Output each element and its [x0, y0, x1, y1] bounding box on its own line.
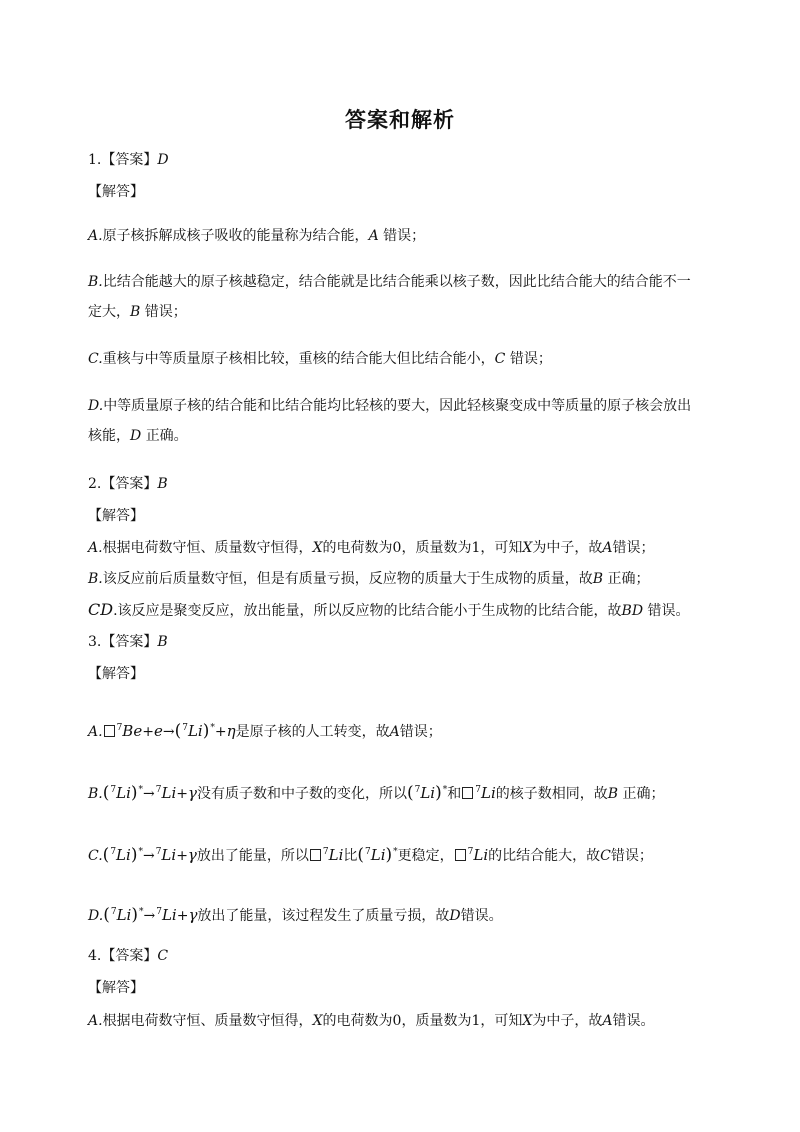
option-letter: A.	[88, 724, 103, 740]
option-text: 原子核拆解成核子吸收的能量称为结合能，	[102, 228, 369, 244]
variable-x: X	[522, 1013, 533, 1029]
mass-number: 7	[110, 907, 117, 917]
plus-sign: +	[176, 848, 188, 864]
option-letter: D.	[88, 908, 104, 924]
q1-answer-line	[88, 150, 718, 170]
excited-mark: *	[210, 723, 215, 733]
excited-mark: *	[393, 847, 398, 857]
q3-solution-mark: 【解答】	[88, 666, 144, 682]
paren-open: (	[406, 783, 414, 803]
q3-option-c	[88, 842, 718, 866]
option-ref-letter: A	[602, 540, 613, 556]
option-letter: C.	[88, 848, 103, 864]
paren-open: (	[102, 783, 110, 803]
gamma-symbol: γ	[188, 784, 197, 802]
paren-open: (	[103, 905, 110, 925]
mass-number: 7	[182, 723, 188, 733]
q2-answer-line	[88, 474, 718, 494]
q1-option-d-line2	[88, 426, 718, 446]
paren-open: (	[174, 721, 182, 741]
question-number: 3.	[88, 634, 102, 650]
paren-close: )	[435, 783, 442, 803]
option-ref-letter: BD	[621, 603, 644, 619]
option-letter: B.	[88, 274, 103, 290]
option-text: 根据电荷数守恒、质量数守恒得，	[102, 540, 313, 556]
answer-letter: B	[157, 634, 168, 650]
option-text: 为中子，故	[532, 1013, 603, 1029]
q2-option-cd	[88, 600, 718, 621]
arrow-icon: →	[143, 786, 155, 802]
plus-sign: +	[142, 724, 154, 740]
paren-open: (	[102, 845, 110, 865]
element-symbol: Li	[420, 784, 436, 802]
mass-number: 7	[156, 907, 162, 917]
option-text: 比	[343, 848, 358, 864]
placeholder-box-icon	[455, 849, 466, 861]
arrow-icon: →	[142, 848, 155, 864]
option-text: 的电荷数为	[322, 540, 393, 556]
element-symbol: Li	[473, 846, 489, 864]
eta-symbol: η	[226, 722, 236, 740]
option-text: 重核与中等质量原子核相比较，重核的结合能大但比结合能小，	[102, 351, 495, 367]
q4-answer-line	[88, 946, 718, 966]
element-symbol: Li	[187, 722, 203, 740]
q2-solution-mark: 【解答】	[88, 508, 144, 524]
element-symbol: Li	[161, 784, 177, 802]
option-verdict: 错误；	[383, 228, 426, 244]
option-text: 的比结合能大，故	[488, 848, 601, 864]
element-symbol: Li	[480, 784, 496, 802]
option-ref-letter: C	[494, 351, 506, 367]
option-letter: D.	[88, 398, 104, 414]
element-symbol: Li	[116, 846, 131, 864]
option-verdict: 错误；	[144, 304, 187, 320]
option-letter: C.	[88, 351, 103, 367]
option-text: 和	[447, 786, 462, 802]
gamma-symbol: γ	[188, 906, 198, 924]
option-ref-letter: C	[600, 848, 611, 864]
q3-answer-line	[88, 632, 718, 652]
option-text: ，质量数为	[401, 540, 472, 556]
excited-mark: *	[442, 785, 448, 795]
paren-close: )	[130, 845, 138, 865]
option-verdict: 错误；	[509, 351, 552, 367]
option-ref-letter: B	[607, 786, 619, 802]
paren-open: (	[357, 845, 365, 865]
mass-number: 7	[110, 847, 117, 857]
mass-number: 7	[365, 847, 371, 857]
question-number: 1.	[88, 152, 102, 168]
paren-close: )	[131, 905, 138, 925]
element-symbol: Li	[161, 846, 177, 864]
option-letter: CD	[88, 600, 114, 619]
number-value: 0	[392, 540, 402, 556]
answer-letter: D	[157, 152, 169, 168]
page-title: 答案和解析	[345, 108, 455, 132]
excited-mark: *	[138, 847, 143, 857]
element-symbol: Li	[116, 906, 132, 924]
option-ref-letter: A	[368, 228, 379, 244]
paren-close: )	[385, 845, 393, 865]
paren-close: )	[202, 721, 210, 741]
option-verdict: 正确；	[607, 571, 650, 587]
option-text: ，质量数为	[401, 1013, 472, 1029]
element-symbol: Li	[116, 784, 131, 802]
mass-number: 7	[110, 785, 117, 795]
question-number: 2.	[88, 476, 102, 492]
option-text: ，可知	[480, 540, 523, 556]
option-text: 放出了能量，该过程发生了质量亏损，故	[197, 908, 450, 924]
q1-option-b-line2	[88, 302, 718, 322]
mass-number: 7	[475, 785, 481, 795]
q2-option-a	[88, 538, 718, 558]
placeholder-box-icon	[462, 787, 473, 799]
paren-close: )	[130, 783, 138, 803]
option-verdict: 错误；	[399, 724, 442, 740]
placeholder-box-icon	[104, 725, 115, 737]
option-ref-letter: B	[592, 571, 604, 587]
excited-mark: *	[138, 907, 144, 917]
option-text: 是原子核的人工转变，故	[235, 724, 390, 740]
electron-symbol: e	[153, 722, 163, 740]
arrow-icon: →	[162, 724, 175, 740]
option-text: 核能，	[88, 428, 130, 444]
plus-sign: +	[176, 908, 189, 924]
q1-option-c	[88, 349, 718, 369]
option-text: .该反应是聚变反应，放出能量，所以反应物的比结合能小于生成物的比结合能，故	[113, 603, 622, 619]
option-letter: A.	[88, 1013, 103, 1029]
answer-mark: 【答案】	[101, 634, 158, 650]
q3-option-a	[88, 718, 718, 742]
option-text: 为中子，故	[532, 540, 603, 556]
mass-number: 7	[116, 723, 123, 733]
element-symbol: Be	[122, 722, 143, 740]
option-ref-letter: A	[602, 1013, 613, 1029]
option-ref-letter: D	[449, 908, 461, 924]
option-ref-letter: B	[130, 304, 141, 320]
question-number: 4.	[88, 948, 102, 964]
option-verdict: 错误。	[647, 603, 690, 619]
option-ref-letter: A	[389, 724, 400, 740]
option-text: 该反应前后质量数守恒，但是有质量亏损，反应物的质量大于生成物的质量，故	[102, 571, 593, 587]
option-ref-letter: D	[130, 428, 142, 444]
option-verdict: 正确；	[622, 786, 665, 802]
option-text: 放出了能量，所以	[196, 848, 309, 864]
mass-number: 7	[414, 785, 421, 795]
option-text: 中等质量原子核的结合能和比结合能均比轻核的要大，因此轻核聚变成中等质量的原子核会放出	[103, 398, 692, 414]
option-text: 没有质子数和中子数的变化，所以	[196, 786, 407, 802]
element-symbol: Li	[161, 906, 177, 924]
answer-letter: B	[157, 476, 168, 492]
option-text: 定大，	[88, 304, 130, 320]
q4-solution-mark: 【解答】	[88, 980, 144, 996]
option-letter: A.	[88, 228, 103, 244]
answer-letter: C	[157, 948, 169, 964]
variable-x: X	[522, 540, 533, 556]
answer-mark: 【答案】	[101, 152, 158, 168]
q1-option-a	[88, 226, 718, 246]
number-value: 1	[471, 540, 481, 556]
excited-mark: *	[138, 785, 144, 795]
option-text: ，可知	[480, 1013, 523, 1029]
option-text: 根据电荷数守恒、质量数守恒得，	[102, 1013, 313, 1029]
element-symbol: Li	[370, 846, 386, 864]
variable-x: X	[312, 1013, 323, 1029]
q1-option-b-line1	[88, 272, 718, 292]
option-letter: B.	[88, 786, 103, 802]
option-text: 的核子数相同，故	[495, 786, 608, 802]
variable-x: X	[312, 540, 323, 556]
number-value: 0	[392, 1013, 402, 1029]
option-verdict: 错误。	[612, 1013, 655, 1029]
mass-number: 7	[322, 847, 329, 857]
plus-sign: +	[176, 786, 188, 802]
option-verdict: 错误。	[460, 908, 503, 924]
option-text: 的电荷数为	[322, 1013, 393, 1029]
option-text: 比结合能越大的原子核越稳定，结合能就是比结合能乘以核子数，因此比结合能大的结合能不一	[102, 274, 691, 290]
option-letter: B.	[88, 571, 103, 587]
placeholder-box-icon	[310, 849, 321, 861]
option-text: 更稳定，	[397, 848, 454, 864]
mass-number: 7	[155, 785, 162, 795]
option-verdict: 正确。	[145, 428, 188, 444]
plus-sign: +	[214, 724, 227, 740]
answer-mark: 【答案】	[101, 476, 158, 492]
gamma-symbol: γ	[187, 846, 197, 864]
q3-option-b	[88, 780, 718, 804]
option-letter: A.	[88, 540, 103, 556]
mass-number: 7	[155, 847, 162, 857]
arrow-icon: →	[143, 908, 156, 924]
mass-number: 7	[467, 847, 474, 857]
element-symbol: Li	[328, 846, 344, 864]
option-verdict: 错误；	[612, 540, 655, 556]
answer-mark: 【答案】	[101, 948, 158, 964]
q2-option-b	[88, 569, 718, 589]
option-verdict: 错误；	[610, 848, 653, 864]
q1-solution-mark: 【解答】	[88, 184, 144, 200]
q1-option-d-line1	[88, 396, 718, 416]
q4-option-a	[88, 1011, 718, 1031]
q3-option-d	[88, 902, 718, 926]
number-value: 1	[471, 1013, 481, 1029]
